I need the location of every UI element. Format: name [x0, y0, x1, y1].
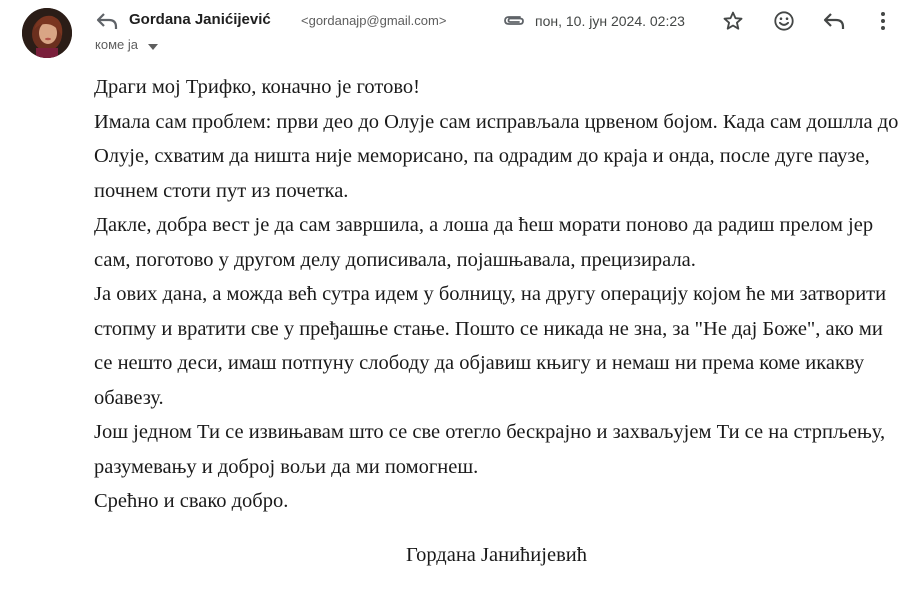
message-paragraph: Још једном Ти се извињавам што се све отегло бескрајно и захваљујем Ти се на стрпљењу, разумевању и доброј вољи да ми помогнеш.: [94, 421, 886, 478]
more-options-button[interactable]: [870, 8, 896, 34]
sender-email: <gordanajp@gmail.com>: [301, 13, 447, 28]
more-vertical-icon: [879, 10, 887, 32]
star-button[interactable]: [720, 8, 746, 34]
message-signature: Гордана Јанићијевић: [406, 544, 587, 566]
message-body: [94, 70, 899, 519]
message-paragraph: Ја ових дана, а можда већ сутра идем у болницу, на другу операцију којом ће ми затворити стопму и вратити све у пређашње стање. Пошто се никада не зна, за "Не дај Боже", ако ми се нешто деси, имаш потпуну слободу да објавиш књигу и немаш ни према коме икакву обавезу.: [94, 283, 887, 409]
message-paragraph: Срећно и свако добро.: [94, 490, 289, 512]
star-icon: [722, 10, 744, 32]
emoji-reaction-icon: [773, 10, 795, 32]
sender-name[interactable]: Gordana Janićijević: [129, 11, 271, 28]
reply-button[interactable]: [821, 8, 847, 34]
reply-icon: [822, 10, 846, 32]
reply-arrow-icon: [95, 10, 119, 32]
message-paragraph: Дакле, добра вест је да сам завршила, а лоша да ћеш морати поново да радиш прелом јер сам, поготово у другом делу дописивала, појашњавала, прецизирала.: [94, 214, 874, 271]
message-date: пон, 10. јун 2024. 02:23: [535, 13, 685, 29]
message-paragraph: Имала сам проблем: први део до Олује сам исправљала црвеном бојом. Када сам дошлла до Олује, схватим да ништа није меморисано, па одрадим до краја и онда, после дуге паузе, почнем стоти пут из почетка.: [94, 110, 899, 202]
message-paragraph: Драги мој Трифко, коначно је готово!: [94, 76, 420, 98]
avatar[interactable]: [22, 8, 72, 58]
recipient-details-toggle[interactable]: [95, 36, 158, 54]
attachment-icon: [503, 13, 525, 27]
recipient-line: коме ја: [95, 37, 138, 52]
message-header: [95, 10, 915, 34]
emoji-reaction-button[interactable]: [771, 8, 797, 34]
caret-down-icon: [148, 37, 158, 55]
